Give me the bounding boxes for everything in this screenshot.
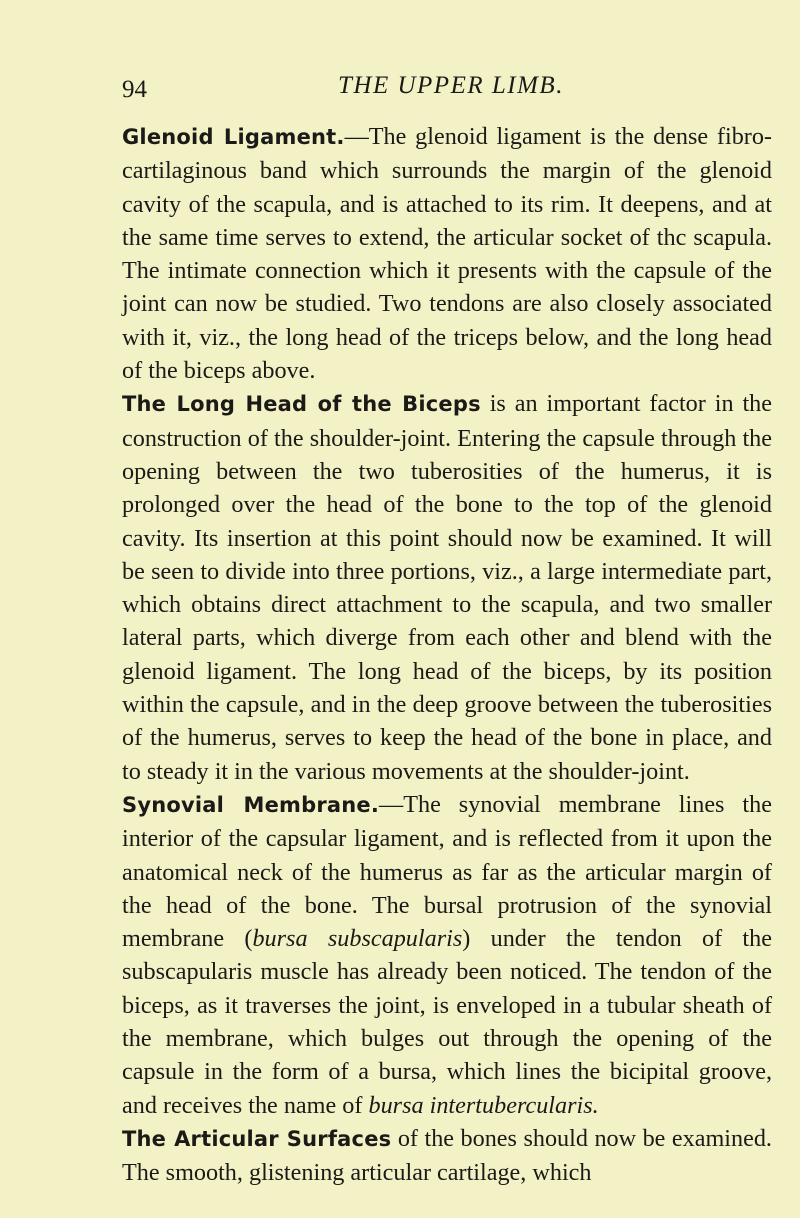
italic-term-bursa-subscapularis: bursa subscapularis bbox=[252, 925, 463, 953]
heading-glenoid-ligament: Glenoid Ligament. bbox=[122, 125, 345, 149]
running-head bbox=[122, 68, 800, 108]
paragraph-text: is an important factor in the construction of the shoulder-joint. Entering the capsule through the opening between the two tuberosities of the humerus, it is prolonged over the head of the bone to the top of the glenoid cavity. Its insertion at this point should now be examined. It will be seen to divide into three portions, viz., a large intermediate part, which obtains direct attachment to the scapula, and two smaller lateral parts, which diverge from each other and blend with the glenoid ligament. The long head of the biceps, by its position within the capsule, and in the deep groove between the tuberosities of the humerus, serves to keep the head of the bone in place, and to steady it in the various movements at the shoulder-joint. bbox=[122, 390, 772, 785]
paragraph-glenoid-ligament bbox=[122, 120, 772, 387]
paragraph-articular-surfaces bbox=[122, 1122, 772, 1190]
running-title: THE UPPER LIMB. bbox=[338, 72, 564, 99]
heading-articular-surfaces: The Articular Surfaces bbox=[122, 1126, 392, 1151]
italic-term-bursa-intertubercularis: bursa intertubercularis. bbox=[368, 1091, 599, 1119]
heading-synovial-membrane: Synovial Membrane. bbox=[122, 792, 380, 817]
body-text bbox=[122, 120, 772, 1190]
paragraph-text: —The glenoid ligament is the dense fibro-cartilaginous band which surrounds the margin of the glenoid cavity of the scapula, and is attached to its rim. It deepens, and at the same time serves to extend, the articular socket of thc scapula. The intimate connection which it presents with the capsule of the joint can now be studied. Two tendons are also closely associated with it, viz., the long head of the triceps below, and the long head of the biceps above. bbox=[122, 123, 772, 385]
paragraph-long-head-biceps bbox=[122, 387, 772, 788]
paragraph-text: —The synovial membrane lines the interior of the capsular ligament, and is reflected from it upon the anatomical neck of the humerus as far as the articular margin of the head of the bone. The bursal protrusion of the synovial membrane ( bbox=[122, 790, 772, 953]
heading-long-head-biceps: The Long Head of the Biceps bbox=[122, 392, 481, 417]
page-number: 94 bbox=[122, 76, 147, 103]
paragraph-text: ) under the tendon of the subscapularis muscle has already been noticed. The tendon of the biceps, as it traverses the joint, is enveloped in a tubular sheath of the membrane, which bulges out through the opening of the capsule in the form of a bursa, which lines the bicipital groove, and receives the name of bbox=[122, 925, 772, 1119]
paragraph-synovial-membrane bbox=[122, 788, 772, 1122]
paragraph-text: of the bones should now be examined. The smooth, glistening articular cartilage, which bbox=[122, 1124, 772, 1187]
